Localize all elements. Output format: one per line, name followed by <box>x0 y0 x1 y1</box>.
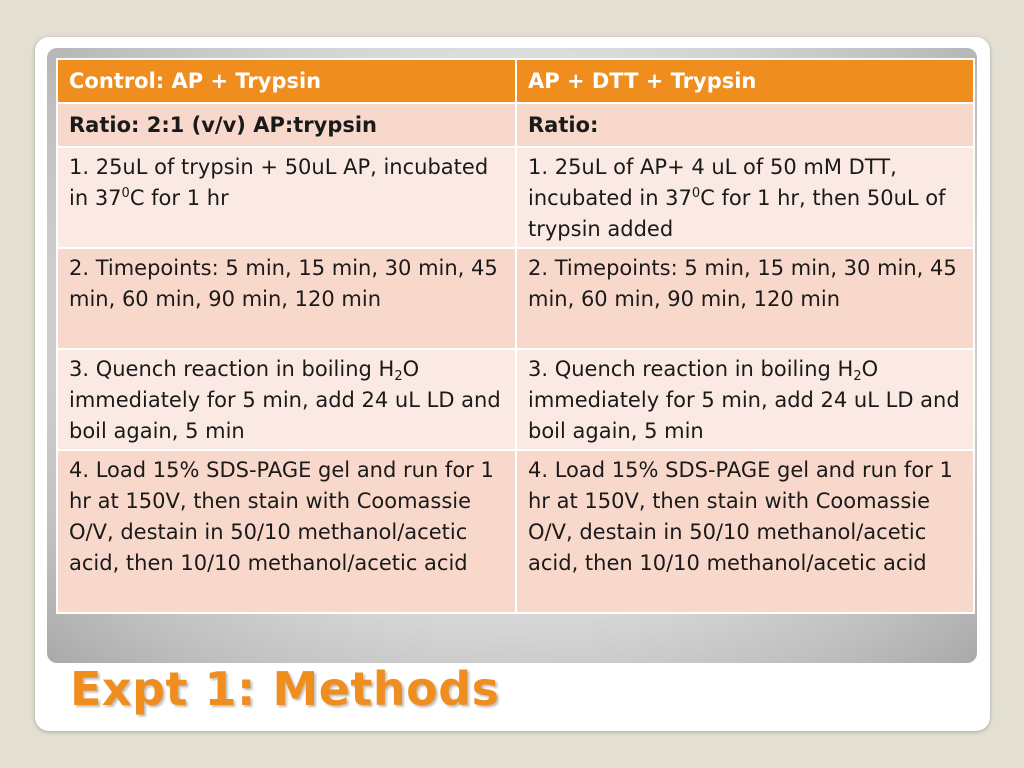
step3-control <box>57 349 516 450</box>
water-subscript: 2 <box>853 369 862 384</box>
table-row-ratio <box>57 103 974 147</box>
step3-control-text: 3. Quench reaction in boiling H <box>69 357 395 381</box>
step1-dtt-text: 1. 25uL of AP+ 4 uL of 50 mM DTT, incubated in 37 <box>528 155 897 210</box>
ratio-dtt: Ratio: <box>516 103 974 147</box>
step3-dtt-text-end: O immediately for 5 min, add 24 uL LD and boil again, 5 min <box>528 357 960 443</box>
step3-dtt <box>516 349 974 450</box>
step2-control: 2. Timepoints: 5 min, 15 min, 30 min, 45 min, 60 min, 90 min, 120 min <box>57 248 516 349</box>
degree-superscript: 0 <box>121 186 130 201</box>
step1-dtt-text-end: C for 1 hr, then 50uL of trypsin added <box>528 186 946 241</box>
slide-title: Expt 1: Methods <box>70 662 500 716</box>
table-row-step3 <box>57 349 974 450</box>
step4-control: 4. Load 15% SDS-PAGE gel and run for 1 hr at 150V, then stain with Coomassie O/V, destain in 50/10 methanol/acetic acid, then 10/10 methanol/acetic acid <box>57 450 516 613</box>
header-control: Control: AP + Trypsin <box>57 59 516 103</box>
step1-control <box>57 147 516 248</box>
step3-control-text-end: O immediately for 5 min, add 24 uL LD and boil again, 5 min <box>69 357 501 443</box>
step3-dtt-text: 3. Quench reaction in boiling H <box>528 357 854 381</box>
step1-control-text: 1. 25uL of trypsin + 50uL AP, incubated in 37 <box>69 155 489 210</box>
methods-table <box>56 58 975 614</box>
table-row-step4 <box>57 450 974 613</box>
header-dtt: AP + DTT + Trypsin <box>516 59 974 103</box>
water-subscript: 2 <box>394 369 403 384</box>
step2-dtt: 2. Timepoints: 5 min, 15 min, 30 min, 45 min, 60 min, 90 min, 120 min <box>516 248 974 349</box>
step1-dtt <box>516 147 974 248</box>
table-header-row <box>57 59 974 103</box>
table-row-step2 <box>57 248 974 349</box>
step4-dtt: 4. Load 15% SDS-PAGE gel and run for 1 hr at 150V, then stain with Coomassie O/V, destain in 50/10 methanol/acetic acid, then 10/10 methanol/acetic acid <box>516 450 974 613</box>
degree-superscript: 0 <box>691 186 701 201</box>
table-row-step1 <box>57 147 974 248</box>
ratio-control: Ratio: 2:1 (v/v) AP:trypsin <box>57 103 516 147</box>
step1-control-text-end: C for 1 hr <box>129 186 229 210</box>
